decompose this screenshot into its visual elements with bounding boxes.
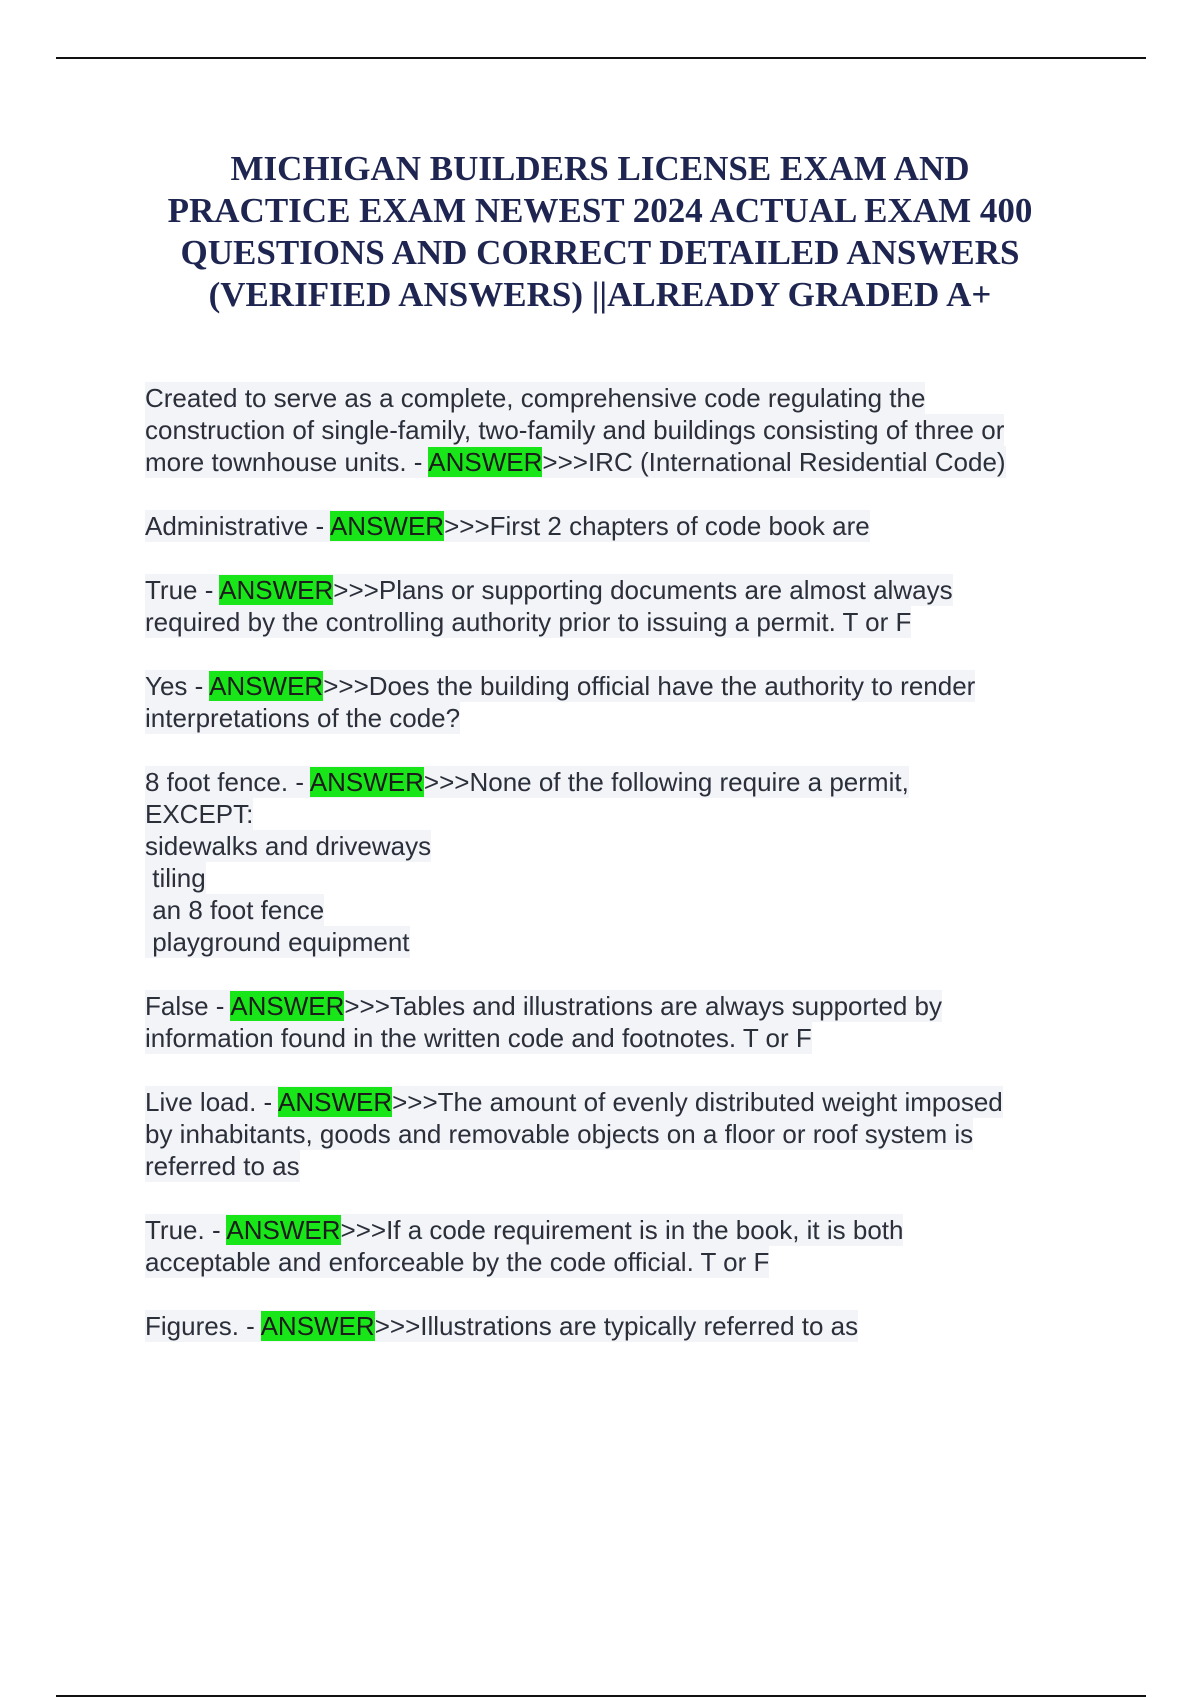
qa-line: referred to as — [145, 1151, 300, 1181]
title-line: QUESTIONS AND CORRECT DETAILED ANSWERS — [180, 233, 1020, 272]
answer-text: Administrative - — [145, 511, 330, 541]
question-answer-list — [145, 382, 1105, 1374]
qa-line: an 8 foot fence — [145, 895, 325, 925]
qa-line — [145, 1214, 903, 1246]
qa-line — [145, 766, 909, 798]
answer-marker-highlight: ANSWER — [428, 447, 543, 477]
answer-marker-highlight: ANSWER — [219, 575, 334, 605]
answer-text: 8 foot fence. - — [145, 767, 310, 797]
answer-marker-highlight: ANSWER — [329, 511, 445, 541]
question-text: >>>Tables and illustrations are always supported by — [344, 991, 943, 1021]
question-text: >>>None of the following require a permit, — [423, 767, 909, 797]
qa-item — [145, 382, 1105, 478]
qa-line — [145, 990, 942, 1022]
qa-item — [145, 1310, 1105, 1342]
answer-marker-highlight: ANSWER — [260, 1311, 375, 1341]
question-text: >>>IRC (International Residential Code) — [542, 447, 1006, 477]
qa-item — [145, 1214, 1105, 1278]
answer-text: True - — [145, 575, 220, 605]
title-line: (VERIFIED ANSWERS) ||ALREADY GRADED A+ — [208, 275, 992, 314]
qa-line: interpretations of the code? — [145, 703, 461, 733]
answer-text: True. - — [145, 1215, 227, 1245]
question-text: >>>Illustrations are typically referred to as — [374, 1311, 859, 1341]
qa-line: playground equipment — [145, 927, 410, 957]
qa-line — [145, 446, 1006, 478]
qa-item — [145, 766, 1105, 958]
bottom-divider — [56, 1695, 1146, 1697]
qa-line — [145, 510, 870, 542]
qa-line: required by the controlling authority prior to issuing a permit. T or F — [145, 607, 912, 637]
qa-line — [145, 670, 975, 702]
title-line: MICHIGAN BUILDERS LICENSE EXAM AND — [230, 149, 970, 188]
qa-line: acceptable and enforceable by the code official. T or F — [145, 1247, 770, 1277]
qa-line — [145, 1086, 1003, 1118]
qa-line — [145, 574, 953, 606]
qa-line: by inhabitants, goods and removable objects on a floor or roof system is — [145, 1119, 974, 1149]
answer-text: Yes - — [145, 671, 210, 701]
answer-marker-highlight: ANSWER — [277, 1087, 393, 1117]
answer-text: False - — [145, 991, 231, 1021]
qa-item — [145, 1086, 1105, 1182]
answer-text: Live load. - — [145, 1087, 278, 1117]
answer-marker-highlight: ANSWER — [309, 767, 424, 797]
answer-text: Figures. - — [145, 1311, 261, 1341]
qa-line: sidewalks and driveways — [145, 831, 432, 861]
document-title — [100, 148, 1100, 316]
answer-text: more townhouse units. - — [145, 447, 429, 477]
title-line: PRACTICE EXAM NEWEST 2024 ACTUAL EXAM 400 — [167, 191, 1033, 230]
qa-item — [145, 510, 1105, 542]
qa-item — [145, 670, 1105, 734]
qa-line — [145, 1310, 858, 1342]
question-text: >>>First 2 chapters of code book are — [444, 511, 870, 541]
qa-item — [145, 574, 1105, 638]
answer-marker-highlight: ANSWER — [209, 671, 324, 701]
qa-line: construction of single-family, two-family and buildings consisting of three or — [145, 415, 1005, 445]
question-text: >>>Plans or supporting documents are almost always — [333, 575, 953, 605]
answer-marker-highlight: ANSWER — [230, 991, 345, 1021]
question-text: >>>The amount of evenly distributed weight imposed — [392, 1087, 1003, 1117]
question-text: >>>Does the building official have the authority to render — [323, 671, 976, 701]
qa-line: tiling — [145, 863, 206, 893]
top-divider — [56, 57, 1146, 59]
qa-line: information found in the written code and footnotes. T or F — [145, 1023, 812, 1053]
qa-line: Created to serve as a complete, comprehensive code regulating the — [145, 383, 926, 413]
answer-marker-highlight: ANSWER — [226, 1215, 341, 1245]
qa-item — [145, 990, 1105, 1054]
question-text: >>>If a code requirement is in the book, it is both — [340, 1215, 904, 1245]
qa-line: EXCEPT: — [145, 799, 254, 829]
